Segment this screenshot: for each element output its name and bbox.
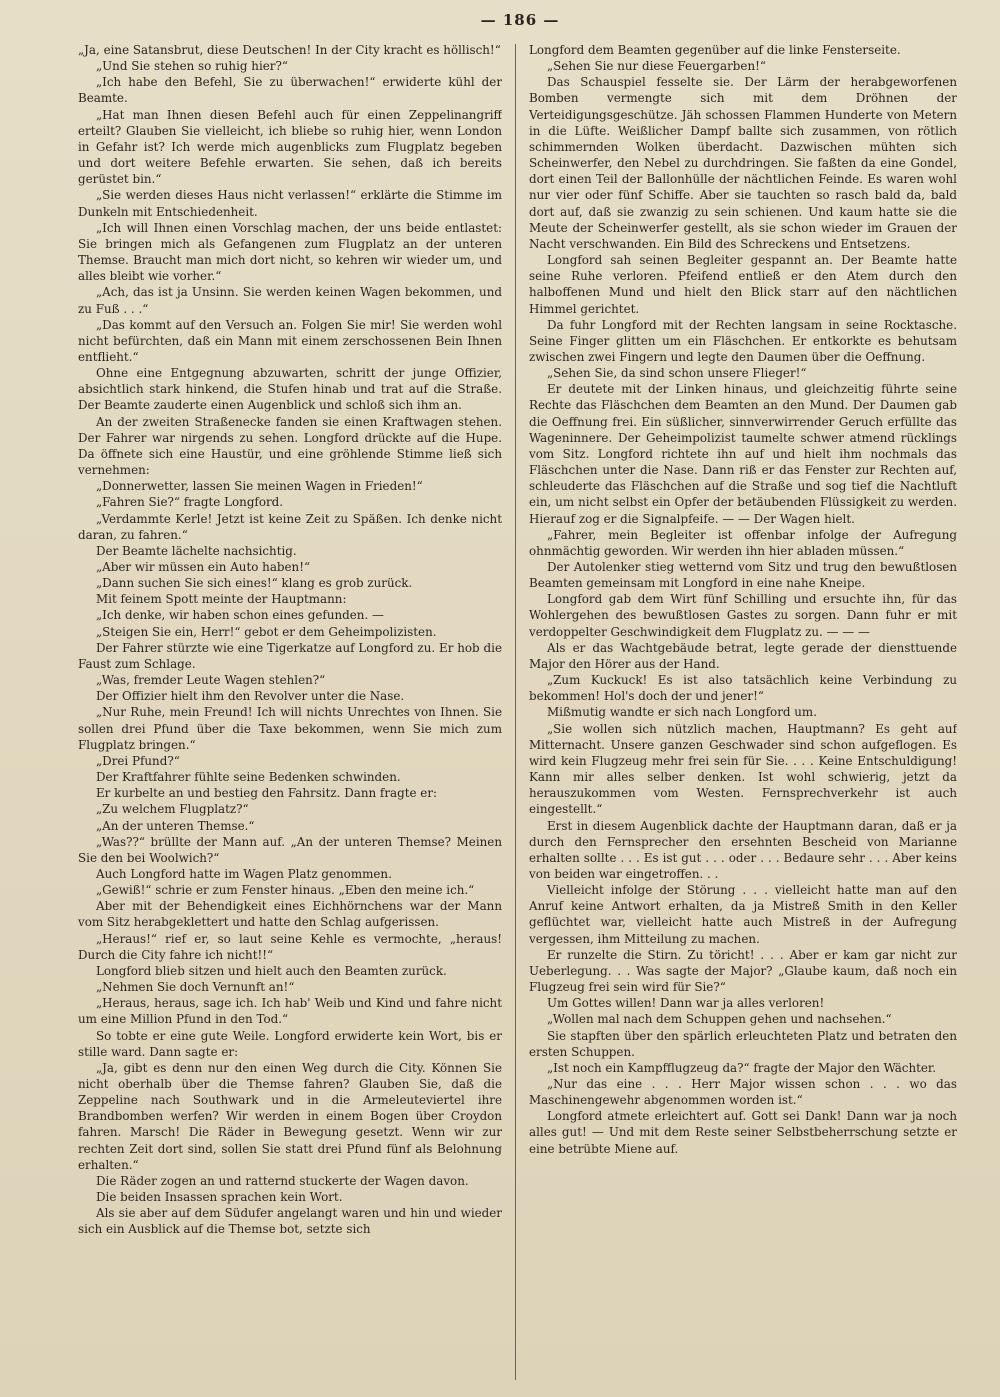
paragraph: „Steigen Sie ein, Herr!“ gebot er dem Geheimpolizisten. <box>96 624 437 639</box>
paragraph: Der Beamte lächelte nachsichtig. <box>96 543 297 558</box>
paragraph: Er runzelte die Stirn. Zu töricht! . . . Aber er kam gar nicht zur Ueberlegung. . . Was sagte der Major? „Glaube kaum, daß noch ein Flugzeug frei sein wird für Sie?“ <box>529 947 957 995</box>
paragraph: Mit feinem Spott meinte der Hauptmann: <box>96 592 347 607</box>
paragraph: Ohne eine Entgegnung abzuwarten, schritt der junge Offizier, absichtlich stark hinkend, die Stufen hinab und trat auf die Straße. Der Beamte zauderte einen Augenblick und schloß sich ihm an. <box>78 366 502 413</box>
paragraph: „Nur das eine . . . Herr Major wissen schon . . . wo das Maschinengewehr abgenommen worden ist.“ <box>529 1077 957 1108</box>
paragraph: „Sie wollen sich nützlich machen, Hauptmann? Es geht auf Mitternacht. Unsere ganzen Geschwader sind schon aufgeflogen. Es wird kein Flugzeug mehr frei sein für Sie. . . . Keine Entschuldigung! Kann mir alles selber denken. Ist wohl schwierig, jetzt da herauszukommen vom Westen. Fernsprechverkehr ist auch eingestellt.“ <box>529 721 957 817</box>
paragraph: „Hat man Ihnen diesen Befehl auch für einen Zeppelinangriff erteilt? Glauben Sie vielleicht, ich bliebe so ruhig hier, wenn London in Gefahr ist? Ich werde mich augenblicks zum Flugplatz begeben und dort weitere Befehle erwarten. Sie sehen, daß ich bereits gerüstet bin.“ <box>78 107 502 187</box>
paragraph: „Sie werden dieses Haus nicht verlassen!“ erklärte die Stimme im Dunkeln mit Entschiedenheit. <box>78 188 502 219</box>
right-column <box>529 42 957 1392</box>
paragraph: Der Autolenker stieg wetternd vom Sitz und trug den bewußtlosen Beamten gemeinsam mit Longford in eine nahe Kneipe. <box>529 560 957 591</box>
paragraph: „Verdammte Kerle! Jetzt ist keine Zeit zu Späßen. Ich denke nicht daran, zu fahren.“ <box>78 511 502 542</box>
paragraph: Das Schauspiel fesselte sie. Der Lärm der herabgeworfenen Bomben vermengte sich mit dem Dröhnen der Verteidigungsgeschütze. Jäh schossen Flammen Hunderte von Metern in die Lüfte. Weißlicher Dampf ballte sich zusammen, von rötlich schimmernden Wolken überdacht. Dazwischen mühten sich Scheinwerfer, den Nebel zu durchdringen. Sie faßten da eine Gondel, dort einen Teil der Ballonhülle der nächtlichen Feinde. Es waren wohl nur vier oder fünf Schiffe. Aber sie tauchten so rasch bald da, bald dort auf, daß sie zwanzig zu sein schienen. Und kaum hatte sie die Meute der Scheinwerfer gestellt, als sie schon wieder im Grauen der Nacht verschwanden. Ein Bild des Schreckens und Entsetzens. <box>529 75 957 251</box>
paragraph: Longford blieb sitzen und hielt auch den Beamten zurück. <box>96 963 447 978</box>
paragraph: „Nehmen Sie doch Vernunft an!“ <box>96 980 295 995</box>
paragraph: Der Fahrer stürzte wie eine Tigerkatze auf Longford zu. Er hob die Faust zum Schlage. <box>78 640 502 671</box>
paragraph: Um Gottes willen! Dann war ja alles verloren! <box>547 996 825 1011</box>
paragraph: „Fahrer, mein Begleiter ist offenbar infolge der Aufregung ohnmächtig geworden. Wir werden ihn hier abladen müssen.“ <box>529 527 957 558</box>
paragraph: Er kurbelte an und bestieg den Fahrsitz. Dann fragte er: <box>96 786 438 801</box>
paragraph: Auch Longford hatte im Wagen Platz genommen. <box>96 866 392 881</box>
paragraph: „An der unteren Themse.“ <box>96 818 255 833</box>
paragraph: „Dann suchen Sie sich eines!“ klang es grob zurück. <box>96 576 413 591</box>
paragraph: Die Räder zogen an und ratternd stuckerte der Wagen davon. <box>96 1173 469 1188</box>
paragraph: „Donnerwetter, lassen Sie meinen Wagen in Frieden!“ <box>96 479 423 494</box>
paragraph: „Wollen mal nach dem Schuppen gehen und nachsehen.“ <box>547 1012 892 1027</box>
paragraph: Da fuhr Longford mit der Rechten langsam in seine Rocktasche. Seine Finger glitten um ein Fläschchen. Er entkorkte es behutsam zwischen zwei Fingern und legte den Daumen über die Oeffnung. <box>529 317 957 364</box>
paragraph: Longford gab dem Wirt fünf Schilling und ersuchte ihn, für das Wohlergehen des bewußtlosen Gastes zu sorgen. Dann fuhr er mit verdoppelter Geschwindigkeit dem Flugplatz zu. — — — <box>529 592 957 639</box>
paragraph: „Gewiß!“ schrie er zum Fenster hinaus. „Eben den meine ich.“ <box>96 883 475 898</box>
paragraph: Als sie aber auf dem Südufer angelangt waren und hin und wieder sich ein Ausblick auf die Themse bot, setzte sich <box>78 1206 502 1237</box>
paragraph: Longford dem Beamten gegenüber auf die linke Fensterseite. <box>529 43 901 57</box>
paragraph: „Ja, gibt es denn nur den einen Weg durch die City. Können Sie nicht oberhalb über die Themse fahren? Glauben Sie, daß die Zeppeline nach Southwark und in die Armeleuteviertel ihre Brandbomben werfen? Wir werden in einem Bogen über Croydon fahren. Marsch! Die Räder in Bewegung gesetzt. Wenn wir zur rechten Zeit dort sind, sollen Sie statt drei Pfund fünf als Belohnung erhalten.“ <box>78 1060 502 1172</box>
paragraph: „Ich habe den Befehl, Sie zu überwachen!“ erwiderte kühl der Beamte. <box>78 75 502 106</box>
paragraph: „Ich will Ihnen einen Vorschlag machen, der uns beide entlastet: Sie bringen mich als Gefangenen zum Flugplatz an der unteren Themse. Braucht man mich dort nicht, so kehren wir wieder um, und alles bleibt wie vorher.“ <box>78 220 502 284</box>
paragraph: „Ist noch ein Kampfflugzeug da?“ fragte der Major den Wächter. <box>547 1060 937 1075</box>
paragraph: „Zum Kuckuck! Es ist also tatsächlich keine Verbindung zu bekommen! Hol's doch der und jener!“ <box>529 673 957 704</box>
paragraph: „Das kommt auf den Versuch an. Folgen Sie mir! Sie werden wohl nicht befürchten, daß ein Mann mit einem zerschossenen Bein Ihnen entflieht.“ <box>78 317 502 364</box>
paragraph: So tobte er eine gute Weile. Longford erwiderte kein Wort, bis er stille ward. Dann sagte er: <box>78 1028 502 1059</box>
paragraph: Er deutete mit der Linken hinaus, und gleichzeitig führte seine Rechte das Fläschchen dem Beamten an den Mund. Der Daumen gab die Oeffnung frei. Ein süßlicher, sinnverwirrender Geruch erfüllte das Wageninnere. Der Geheimpolizist taumelte schwer atmend rücklings vom Sitz. Longford richtete ihn auf und hielt ihm nochmals das Fläschchen unter die Nase. Dann riß er das Fenster zur Rechten auf, schleuderte das Fläschchen auf die Straße und sog tief die Nachtluft ein, um nicht selbst ein Opfer der betäubenden Flüssigkeit zu werden. Hierauf zog er die Signalpfeife. — — Der Wagen hielt. <box>529 382 957 526</box>
paragraph: Longford sah seinen Begleiter gespannt an. Der Beamte hatte seine Ruhe verloren. Pfeifend entließ er den Atem durch den halboffenen Mund und hielt den Blick starr auf den nächtlichen Himmel gerichtet. <box>529 253 957 316</box>
paragraph: „Und Sie stehen so ruhig hier?“ <box>96 59 288 74</box>
column-divider <box>515 44 516 1380</box>
paragraph: Aber mit der Behendigkeit eines Eichhörnchens war der Mann vom Sitz herabgeklettert und hatte den Schlag aufgerissen. <box>78 899 502 930</box>
paragraph: „Heraus, heraus, sage ich. Ich hab' Weib und Kind und fahre nicht um eine Million Pfund in den Tod.“ <box>78 996 502 1027</box>
paragraph: „Ach, das ist ja Unsinn. Sie werden keinen Wagen bekommen, und zu Fuß . . .“ <box>78 285 502 316</box>
paragraph: „Sehen Sie, da sind schon unsere Flieger!“ <box>547 366 807 381</box>
paragraph: „Was??“ brüllte der Mann auf. „An der unteren Themse? Meinen Sie den bei Woolwich?“ <box>78 834 502 865</box>
paragraph: Erst in diesem Augenblick dachte der Hauptmann daran, daß er ja durch den Fernsprecher den ersehnten Bescheid von Marianne erhalten sollte . . . Es ist gut . . . oder . . . Bedaure sehr . . . Aber keins von beiden war eingetroffen. . . <box>529 818 957 881</box>
paragraph: „Drei Pfund?“ <box>96 753 180 768</box>
paragraph: Der Offizier hielt ihm den Revolver unter die Nase. <box>96 689 405 704</box>
paragraph: Die beiden Insassen sprachen kein Wort. <box>96 1190 343 1205</box>
paragraph: „Nur Ruhe, mein Freund! Ich will nichts Unrechtes von Ihnen. Sie sollen drei Pfund über die Taxe bekommen, wenn Sie mich zum Flugplatz bringen.“ <box>78 705 502 752</box>
paragraph: Als er das Wachtgebäude betrat, legte gerade der diensttuende Major den Hörer aus der Hand. <box>529 640 957 671</box>
paragraph: Sie stapften über den spärlich erleuchteten Platz und betraten den ersten Schuppen. <box>529 1028 957 1059</box>
paragraph: „Heraus!“ rief er, so laut seine Kehle es vermochte, „heraus! Durch die City fahre ich nicht!!“ <box>78 931 502 962</box>
paragraph: Mißmutig wandte er sich nach Longford um. <box>547 705 817 720</box>
paragraph: „Ja, eine Satansbrut, diese Deutschen! In der City kracht es höllisch!“ <box>78 43 501 57</box>
paragraph: „Sehen Sie nur diese Feuergarben!“ <box>547 59 766 74</box>
page-number: — 186 — <box>480 11 560 29</box>
paragraph: „Zu welchem Flugplatz?“ <box>96 802 249 817</box>
paragraph: „Fahren Sie?“ fragte Longford. <box>96 495 284 510</box>
paragraph: An der zweiten Straßenecke fanden sie einen Kraftwagen stehen. Der Fahrer war nirgends zu sehen. Longford drückte auf die Hupe. Da öffnete sich eine Haustür, und eine gröhlende Stimme ließ sich vernehmen: <box>78 414 502 478</box>
paragraph: Longford atmete erleichtert auf. Gott sei Dank! Dann war ja noch alles gut! — Und mit dem Reste seiner Selbstbeherrschung setzte er eine betrübte Miene auf. <box>529 1109 957 1156</box>
page-header <box>0 10 1000 40</box>
paragraph: „Was, fremder Leute Wagen stehlen?“ <box>96 673 326 688</box>
paragraph: Der Kraftfahrer fühlte seine Bedenken schwinden. <box>96 770 401 785</box>
paragraph: Vielleicht infolge der Störung . . . vielleicht hatte man auf den Anruf keine Antwort erhalten, da ja Mistreß Smith in den Keller geflüchtet war, vielleicht hatte auch Mistreß in der Aufregung vergessen, ihm Mitteilung zu machen. <box>529 883 957 946</box>
left-column <box>78 42 502 1392</box>
paragraph: „Ich denke, wir haben schon eines gefunden. — <box>96 608 384 623</box>
paragraph: „Aber wir müssen ein Auto haben!“ <box>96 560 311 574</box>
